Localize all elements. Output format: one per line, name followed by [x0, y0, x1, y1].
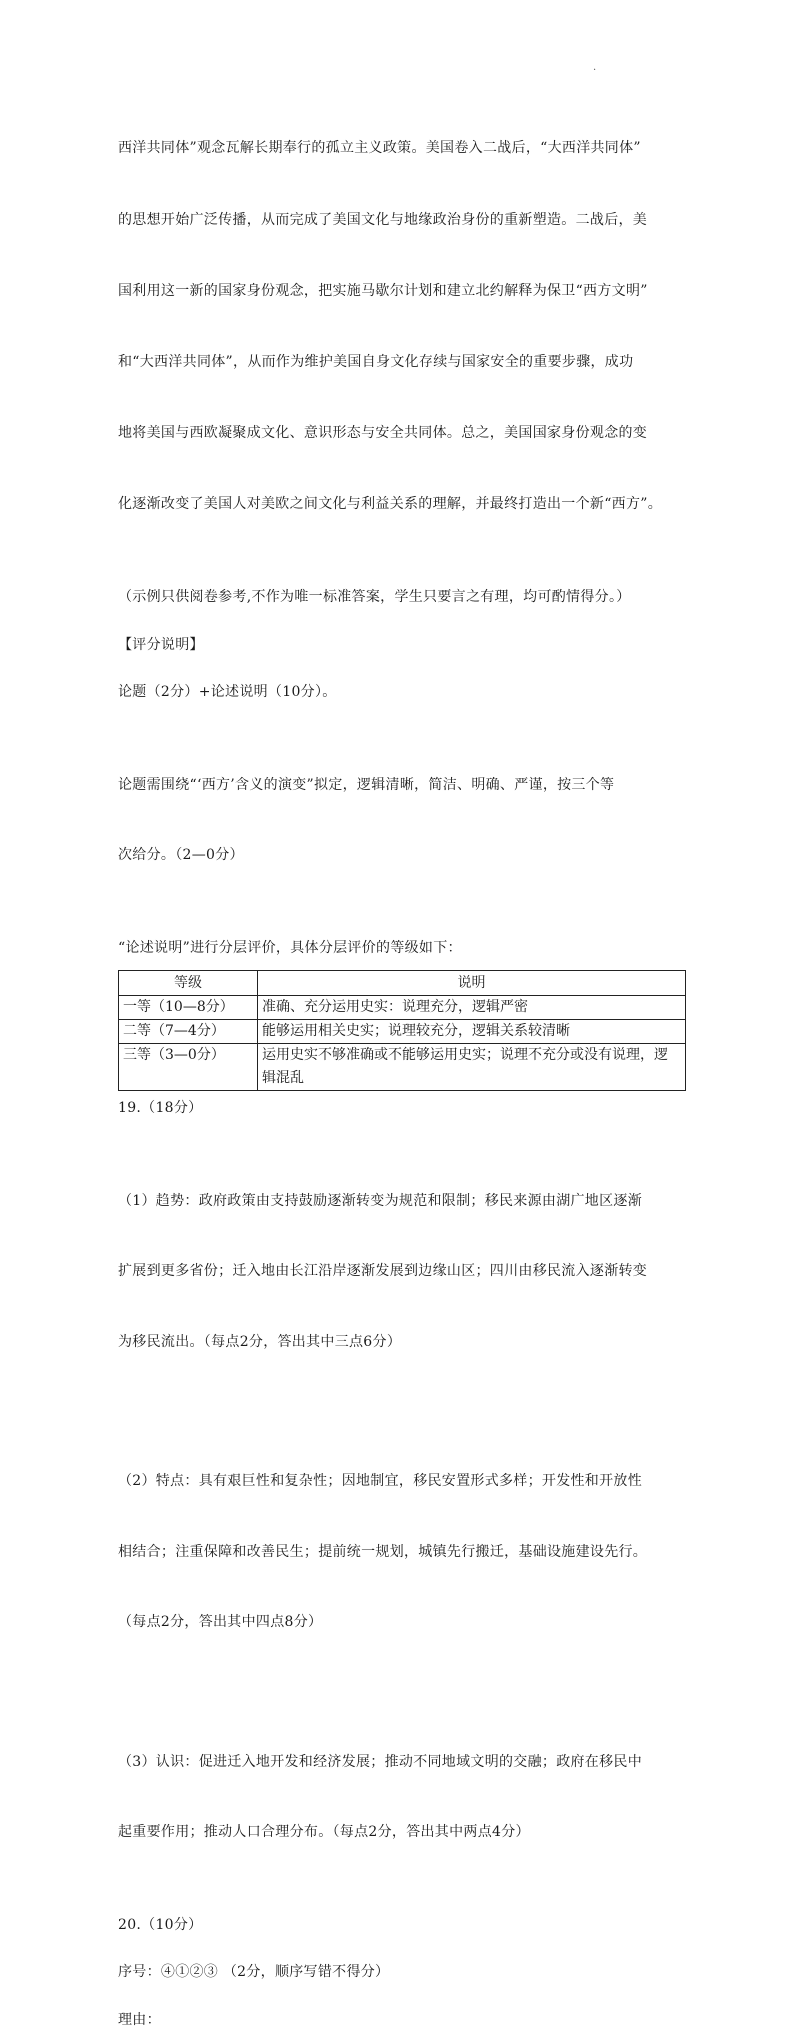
text-line: （每点2分，答出其中四点8分） — [118, 1614, 323, 1631]
text-line: 扩展到更多省份；迁入地由长江沿岸逐渐发展到边缘山区；四川由移民流入逐渐转变 — [118, 1263, 648, 1280]
text-line: 的思想开始广泛传播，从而完成了美国文化与地缘政治身份的重新塑造。二战后，美 — [118, 211, 648, 228]
scoring-heading: 【评分说明】 — [118, 636, 204, 653]
description-cell: 运用史实不够准确或不能够运用史实；说理不充分或没有说理，逻辑混乱 — [258, 1044, 686, 1091]
text-line: 为移民流出。（每点2分，答出其中三点6分） — [118, 1333, 402, 1350]
table-row — [119, 996, 686, 1020]
text-line: （2）特点：具有艰巨性和复杂性；因地制宜，移民安置形式多样；开发性和开放性 — [118, 1473, 643, 1490]
question-20-title: 20.（10分） — [118, 1916, 203, 1933]
question-20-reason-label: 理由： — [118, 2011, 161, 2028]
question-19-part-1 — [118, 1143, 688, 1402]
grade-cell: 一等（10—8分） — [119, 996, 258, 1020]
question-19-part-3 — [118, 1704, 688, 1892]
table-header-row — [119, 971, 686, 996]
description-cell: 准确、充分运用史实：说理充分，逻辑严密 — [258, 996, 686, 1020]
text-line: 和“大西洋共同体”，从而作为维护美国自身文化存续与国家安全的重要步骤，成功 — [118, 353, 634, 370]
grade-cell: 二等（7—4分） — [119, 1020, 258, 1044]
table-row — [119, 1044, 686, 1091]
layer-intro: “论述说明”进行分层评价，具体分层评价的等级如下： — [118, 939, 462, 956]
question-19-part-2 — [118, 1423, 688, 1682]
intro-paragraph — [118, 90, 688, 564]
description-cell: 能够运用相关史实；说理较充分，逻辑关系较清晰 — [258, 1020, 686, 1044]
grade-table — [118, 970, 686, 1091]
text-line: 论题需围绕“‘西方’含义的演变”拟定，逻辑清晰，简洁、明确、严谨，按三个等 — [118, 776, 615, 793]
text-line: 地将美国与西欧凝聚成文化、意识形态与安全共同体。总之，美国国家身份观念的变 — [118, 424, 648, 441]
question-19-title: 19.（18分） — [118, 1100, 203, 1117]
question-20-order: 序号：④①②③ （2分，顺序写错不得分） — [118, 1964, 390, 1981]
answer-key-page — [118, 90, 688, 2032]
table-row — [119, 1020, 686, 1044]
text-line: 化逐渐改变了美国人对美欧之间文化与利益关系的理解，并最终打造出一个新“西方”。 — [118, 495, 663, 512]
scoring-formula: 论题（2分）+论述说明（10分）。 — [118, 684, 337, 701]
header-grade: 等级 — [119, 971, 258, 996]
reference-note: （示例只供阅卷参考,不作为唯一标准答案，学生只要言之有理，均可酌情得分。） — [118, 589, 631, 606]
grade-cell: 三等（3—0分） — [119, 1044, 258, 1091]
text-line: （1）趋势：政府政策由支持鼓励逐渐转变为规范和限制；移民来源由湖广地区逐渐 — [118, 1192, 643, 1209]
stray-mark: . — [593, 62, 597, 73]
text-line: 次给分。（2—0分） — [118, 847, 244, 864]
header-description: 说明 — [258, 971, 686, 996]
text-line: 相结合；注重保障和改善民生；提前统一规划，城镇先行搬迁，基础设施建设先行。 — [118, 1543, 648, 1560]
thesis-rule — [118, 727, 688, 915]
text-line: （3）认识：促进迁入地开发和经济发展；推动不同地域文明的交融；政府在移民中 — [118, 1753, 643, 1770]
text-line: 起重要作用；推动人口合理分布。（每点2分，答出其中两点4分） — [118, 1824, 530, 1841]
text-line: 西洋共同体”观念瓦解长期奉行的孤立主义政策。美国卷入二战后，“大西洋共同体” — [118, 140, 641, 157]
text-line: 国利用这一新的国家身份观念，把实施马歇尔计划和建立北约解释为保卫“西方文明” — [118, 282, 648, 299]
